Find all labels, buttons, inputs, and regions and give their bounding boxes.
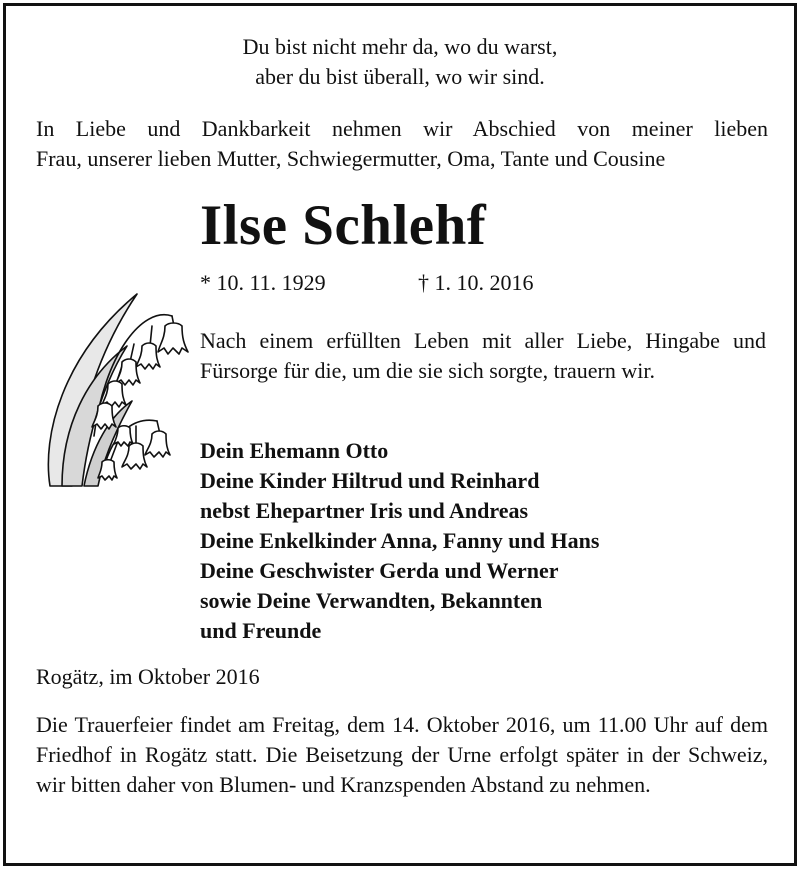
opening-quote	[0, 32, 800, 92]
funeral-notice: Die Trauerfeier findet am Freitag, dem 14. Oktober 2016, um 11.00 Uhr auf dem Friedhof in Rogätz statt. Die Beisetzung der Urne erfolgt später in der Schweiz, wir bitten daher von Blumen- und Kranzspenden Abstand zu nehmen.	[36, 712, 768, 797]
mourner-line: Deine Geschwister Gerda und Werner	[200, 558, 559, 583]
birth-date: * 10. 11. 1929	[200, 270, 326, 295]
quote-line: Du bist nicht mehr da, wo du warst,	[242, 34, 558, 59]
intro-text	[36, 114, 768, 174]
mourner-line: Deine Kinder Hiltrud und Reinhard	[200, 468, 540, 493]
mourners-list	[200, 436, 599, 646]
death-date: † 1. 10. 2016	[418, 270, 534, 295]
mourner-line: Deine Enkelkinder Anna, Fanny und Hans	[200, 528, 600, 553]
intro-line: Frau, unserer lieben Mutter, Schwiegermutter, Oma, Tante und Cousine	[36, 146, 666, 171]
mourner-line: Dein Ehemann Otto	[200, 438, 389, 463]
deceased-name: Ilse Schlehf	[200, 194, 487, 257]
place-and-date: Rogätz, im Oktober 2016	[36, 664, 260, 689]
quote-line: aber du bist überall, wo wir sind.	[255, 64, 545, 89]
tribute-message: Nach einem erfüllten Leben mit aller Liebe, Hingabe und Fürsorge für die, um die sie sich sorgte, trauern wir.	[200, 328, 766, 383]
mourner-line: sowie Deine Verwandten, Bekannten	[200, 588, 543, 613]
mourner-line: und Freunde	[200, 618, 322, 643]
lily-of-the-valley-icon	[32, 286, 192, 496]
mourner-line: nebst Ehepartner Iris und Andreas	[200, 498, 529, 523]
intro-line: In Liebe und Dankbarkeit nehmen wir Abschied von meiner lieben	[36, 116, 768, 141]
